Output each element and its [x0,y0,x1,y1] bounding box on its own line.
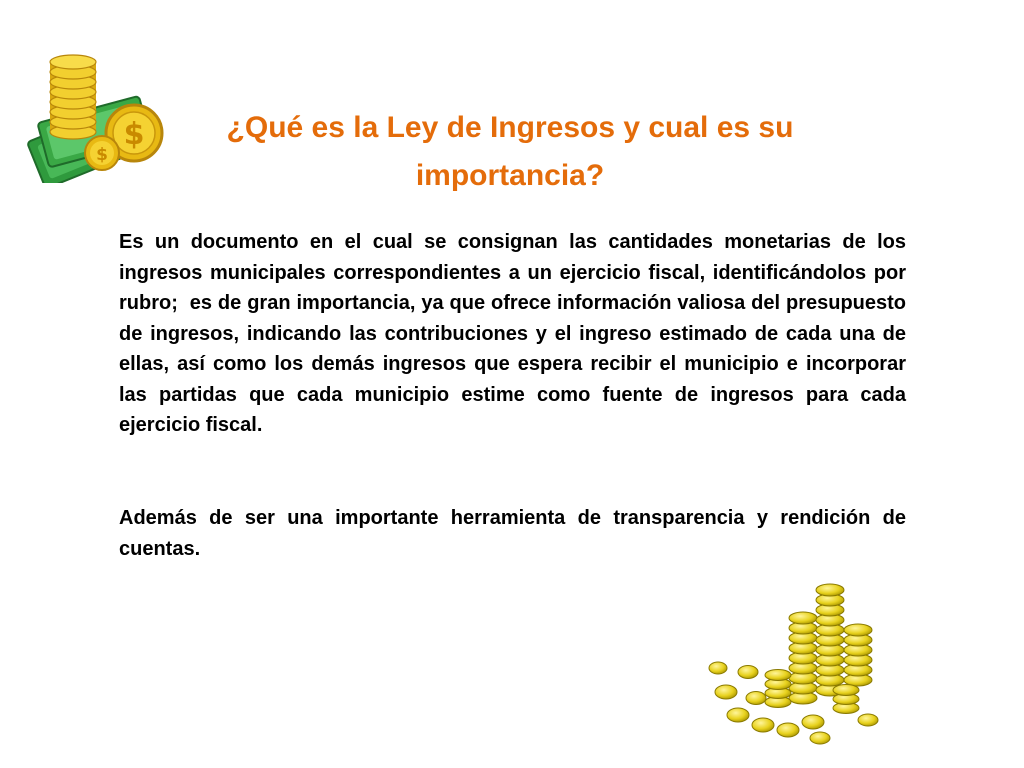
svg-text:$: $ [123,117,145,152]
body-paragraph-1: Es un documento en el cual se consignan las cantidades monetarias de los ingresos municipales correspondientes a un ejercicio fiscal, identificándolos por rubro; es de gran importancia, ya que ofrece información valiosa del presupuesto de ingresos, indicando las contribuciones y el ingreso estimado de cada una de ellas, así como los demás ingresos que espera recibir el municipio e incorporar las partidas que cada municipio estime como fuente de ingresos para cada ejercicio fiscal. [119,231,912,436]
body-paragraph-2: Además de ser una importante herramienta de transparencia y rendición de cuentas. [119,507,906,560]
coin-stacks-icon [708,580,888,745]
svg-text:$: $ [96,145,108,165]
slide-title: ¿Qué es la Ley de Ingresos y cual es su importancia? [226,111,794,192]
money-coins-icon [22,48,172,183]
